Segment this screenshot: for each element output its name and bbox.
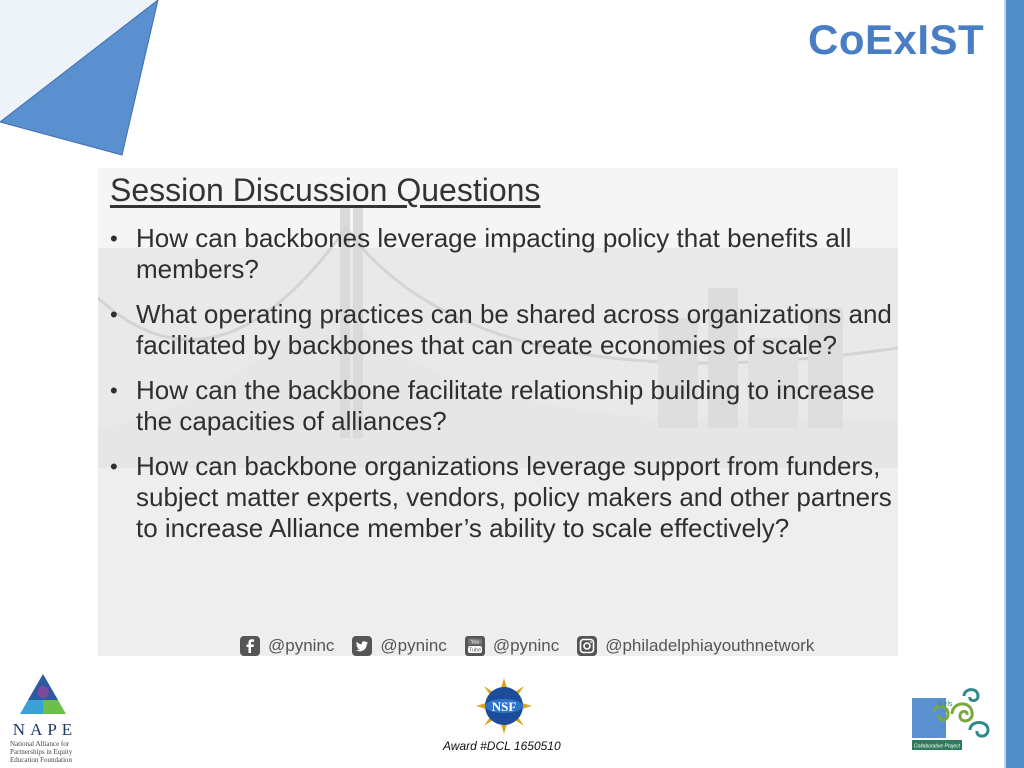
slide-title: Session Discussion Questions [110, 172, 541, 208]
twitter-icon [352, 636, 372, 656]
social-handle: @pyninc [492, 636, 560, 655]
social-youtube[interactable] [465, 636, 559, 656]
award-number: Award #DCL 1650510 [443, 739, 561, 753]
right-accent-bar [1004, 0, 1024, 768]
question-text: How can backbone organizations leverage support from funders, subject matter experts, vendors, policy makers and other partners to increase Alliance member’s ability to scale effectively? [136, 451, 892, 543]
social-handles [240, 633, 832, 659]
social-facebook[interactable] [240, 636, 334, 656]
youtube-icon [465, 636, 485, 656]
discussion-content [110, 172, 900, 558]
list-item [110, 375, 900, 437]
question-text: What operating practices can be shared across organizations and facilitated by backbones that can create economies of scale? [136, 299, 892, 360]
social-handle: @pyninc [268, 636, 335, 655]
nape-subtitle: National Alliance for Partnerships in Equity Education Foundation [10, 740, 73, 764]
social-twitter[interactable] [352, 636, 446, 656]
girls-logo-banner: Collaborative Project [913, 743, 961, 750]
svg-text:You: You [470, 639, 480, 646]
facebook-icon [240, 636, 260, 656]
social-instagram[interactable] [577, 636, 814, 656]
girls-logo-text: Girls [938, 701, 953, 708]
corner-triangle-decoration [0, 0, 170, 160]
social-handle: @philadelphiayouthnetwork [605, 636, 815, 655]
bullet-marker: • [110, 378, 118, 403]
question-text: How can the backbone facilitate relationship building to increase the capacities of alliances? [136, 375, 875, 436]
brand-logo-text: CoExIST [808, 16, 985, 63]
question-list [110, 223, 900, 544]
instagram-icon [577, 636, 597, 656]
svg-text:Tube: Tube [468, 647, 481, 654]
bullet-marker: • [110, 226, 118, 251]
bullet-marker: • [110, 454, 118, 479]
question-text: How can backbones leverage impacting policy that benefits all members? [136, 223, 852, 284]
bullet-marker: • [110, 302, 118, 327]
nsf-seal-logo [476, 678, 532, 734]
nsf-letters: NSF [491, 699, 517, 714]
list-item [110, 451, 900, 544]
girls-collaborative-logo [912, 684, 998, 754]
social-handle: @pyninc [380, 636, 447, 655]
list-item [110, 299, 900, 361]
list-item [110, 223, 900, 285]
nape-letters: NAPE [12, 720, 78, 739]
